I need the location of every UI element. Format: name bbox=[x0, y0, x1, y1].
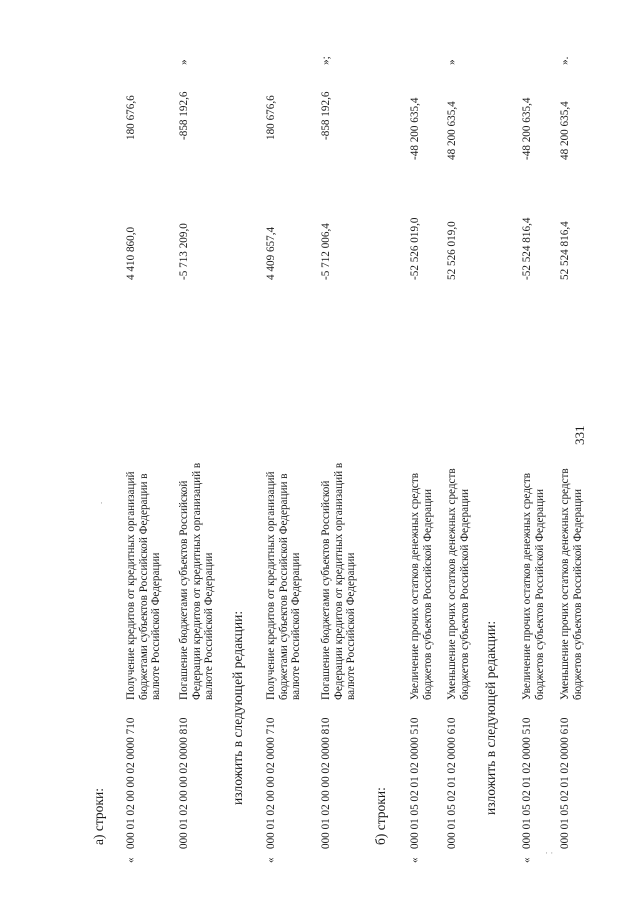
row-value-2: -48 200 635,4 bbox=[409, 97, 421, 160]
quote-open: « bbox=[409, 857, 421, 863]
row-description: Уменьшение прочих остатков денежных средств бюджетов субъектов Российской Федерации bbox=[559, 468, 584, 700]
row-description: Увеличение прочих остатков денежных средств бюджетов субъектов Российской Федерации bbox=[409, 472, 434, 700]
row-description: Уменьшение прочих остатков денежных средств бюджетов субъектов Российской Федерации bbox=[446, 468, 471, 700]
rotated-page bbox=[75, 35, 635, 865]
row-code: 000 01 02 00 00 02 0000 810 bbox=[320, 717, 332, 849]
row-code: 000 01 05 02 01 02 0000 510 bbox=[409, 717, 421, 849]
row-value-2: 180 676,6 bbox=[125, 95, 137, 140]
row-description: Увеличение прочих остатков денежных средств бюджетов субъектов Российской Федерации bbox=[521, 472, 546, 700]
quote-close: »; bbox=[320, 56, 332, 65]
row-value-2: 48 200 635,4 bbox=[559, 101, 571, 160]
page-number: 331 bbox=[572, 425, 587, 445]
row-value-1: -52 524 816,4 bbox=[521, 217, 533, 280]
row-value-1: -5 712 006,4 bbox=[320, 223, 332, 280]
row-value-2: 48 200 635,4 bbox=[446, 101, 458, 160]
quote-open: « bbox=[125, 857, 137, 863]
quote-open: « bbox=[265, 857, 277, 863]
row-value-1: 4 409 657,4 bbox=[265, 226, 277, 280]
row-value-1: 52 524 816,4 bbox=[559, 221, 571, 280]
scan-mark: · bbox=[100, 498, 103, 508]
row-code: 000 01 02 00 00 02 0000 810 bbox=[178, 717, 190, 849]
row-description: Погашение бюджетами субъектов Российской Федерации кредитов от кредитных организаций в валюте Российской Федерации bbox=[320, 462, 358, 700]
row-description: Погашение бюджетами субъектов Российской Федерации кредитов от кредитных организаций в валюте Российской Федерации bbox=[178, 462, 216, 700]
edit-heading: изложить в следующей редакции: bbox=[483, 620, 498, 815]
quote-close: ». bbox=[559, 56, 571, 65]
row-code: 000 01 05 02 01 02 0000 510 bbox=[521, 717, 533, 849]
quote-open: « bbox=[521, 857, 533, 863]
quote-close: » bbox=[178, 59, 190, 65]
row-description: Получение кредитов от кредитных организаций бюджетами субъектов Российской Федерации в валюте Российской Федерации bbox=[125, 471, 163, 700]
row-value-2: 180 676,6 bbox=[265, 95, 277, 140]
row-code: 000 01 02 00 00 02 0000 710 bbox=[265, 717, 277, 849]
row-code: 000 01 02 00 00 02 0000 710 bbox=[125, 717, 137, 849]
row-value-2: -858 192,6 bbox=[178, 91, 190, 140]
scan-mark: · · bbox=[545, 848, 554, 858]
section-b-heading: б) строки: bbox=[373, 787, 388, 845]
row-value-1: 4 410 860,0 bbox=[125, 226, 137, 280]
edit-heading: изложить в следующей редакции: bbox=[230, 610, 245, 805]
row-description: Получение кредитов от кредитных организаций бюджетами субъектов Российской Федерации в валюте Российской Федерации bbox=[265, 471, 303, 700]
row-code: 000 01 05 02 01 02 0000 610 bbox=[446, 717, 458, 849]
section-a-heading: а) строки: bbox=[91, 788, 106, 845]
quote-close: » bbox=[446, 59, 458, 65]
row-value-2: -858 192,6 bbox=[320, 91, 332, 140]
row-code: 000 01 05 02 01 02 0000 610 bbox=[559, 717, 571, 849]
row-value-1: -52 526 019,0 bbox=[409, 217, 421, 280]
row-value-1: 52 526 019,0 bbox=[446, 221, 458, 280]
row-value-2: -48 200 635,4 bbox=[521, 97, 533, 160]
row-value-1: -5 713 209,0 bbox=[178, 223, 190, 280]
